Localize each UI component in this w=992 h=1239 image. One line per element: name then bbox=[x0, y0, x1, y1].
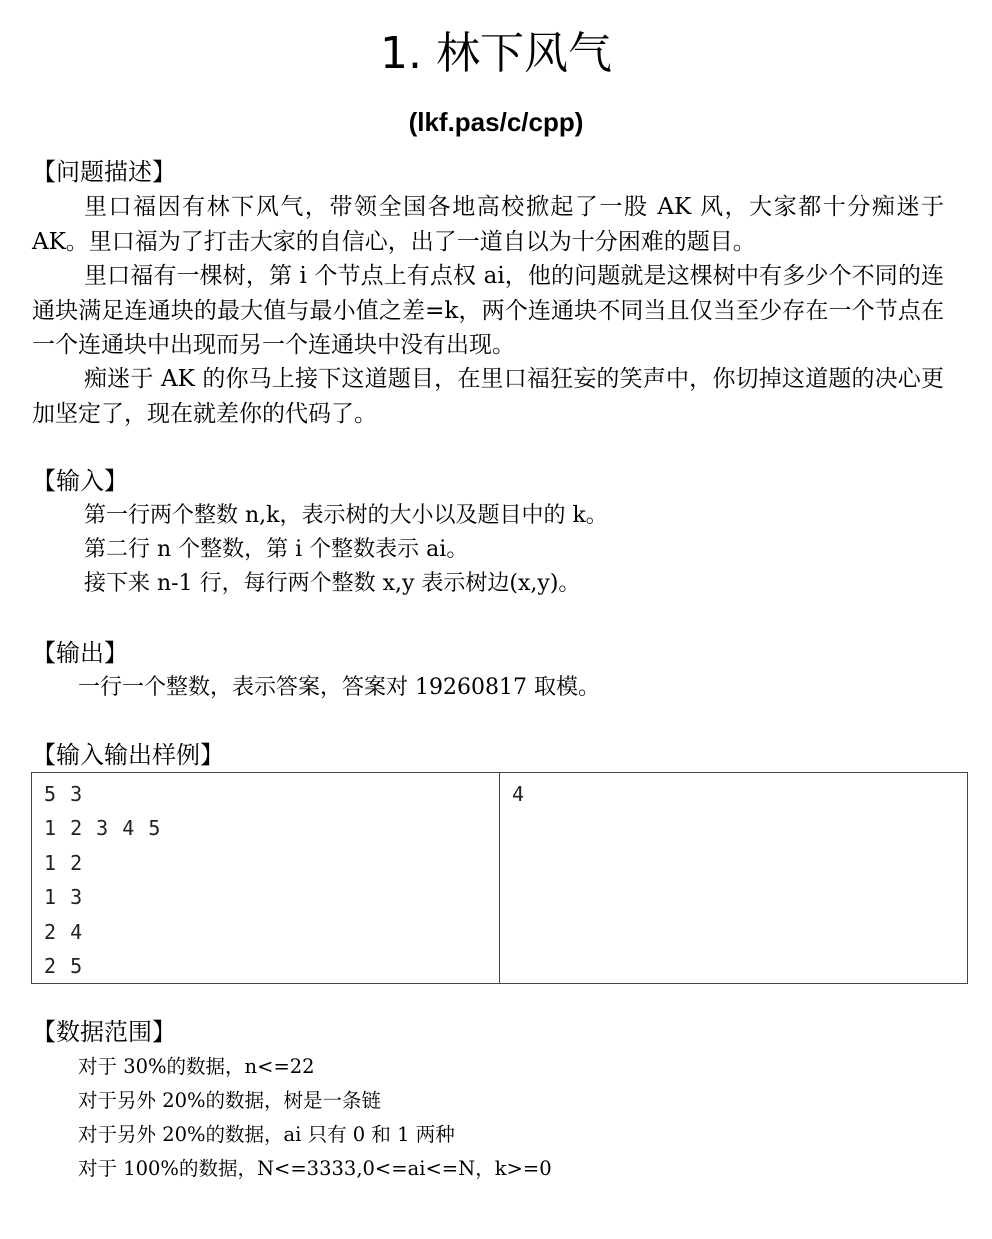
sample-io-table bbox=[31, 772, 968, 984]
constraint-line-4: 对于 100%的数据，N<=3333,0<=ai<=N，k>=0 bbox=[78, 1157, 552, 1180]
sample-output-cell bbox=[500, 773, 968, 984]
problem-title: 1. 林下风气 bbox=[380, 28, 612, 79]
input-line-3: 接下来 n-1 行，每行两个整数 x,y 表示树边(x,y)。 bbox=[84, 571, 581, 596]
sample-input-line: 1 2 bbox=[44, 850, 84, 875]
description-paragraph-2: 里口福有一棵树，第 i 个节点上有点权 ai，他的问题就是这棵树中有多少个不同的连通块满足连通块的最大值与最小值之差=k，两个连通块不同当且仅当至少存在一个节点在一个连通块中出现而另一个连通块中没有出现。 bbox=[32, 263, 944, 358]
section-heading-input: 【输入】 bbox=[32, 467, 128, 495]
input-line-1: 第一行两个整数 n,k，表示树的大小以及题目中的 k。 bbox=[84, 503, 608, 528]
section-heading-output: 【输出】 bbox=[32, 639, 128, 667]
constraint-line-1: 对于 30%的数据，n<=22 bbox=[78, 1055, 315, 1078]
description-paragraph-3: 痴迷于 AK 的你马上接下这道题目，在里口福狂妄的笑声中，你切掉这道题的决心更加坚定了，现在就差你的代码了。 bbox=[32, 366, 944, 427]
section-heading-description: 【问题描述】 bbox=[32, 158, 176, 186]
section-heading-sample: 【输入输出样例】 bbox=[32, 741, 224, 769]
file-name-subtitle: (lkf.pas/c/cpp) bbox=[408, 107, 584, 137]
constraint-line-3: 对于另外 20%的数据，ai 只有 0 和 1 两种 bbox=[78, 1123, 455, 1146]
constraint-line-2: 对于另外 20%的数据，树是一条链 bbox=[78, 1089, 382, 1112]
input-line-2: 第二行 n 个整数，第 i 个整数表示 ai。 bbox=[84, 537, 469, 562]
sample-input-line: 2 4 bbox=[44, 919, 84, 944]
sample-input-cell bbox=[32, 773, 500, 984]
sample-input-line: 5 3 bbox=[44, 782, 84, 806]
section-heading-constraints: 【数据范围】 bbox=[32, 1018, 176, 1046]
output-line-1: 一行一个整数，表示答案，答案对 19260817 取模。 bbox=[78, 675, 600, 700]
sample-output-line: 4 bbox=[512, 782, 526, 806]
description-paragraph-1: 里口福因有林下风气，带领全国各地高校掀起了一股 AK 风，大家都十分痴迷于 AK。里口福为了打击大家的自信心，出了一道自以为十分困难的题目。 bbox=[32, 194, 944, 255]
sample-input-line: 1 2 3 4 5 bbox=[44, 816, 162, 841]
sample-input-line: 2 5 bbox=[44, 954, 84, 979]
sample-input-line: 1 3 bbox=[44, 885, 84, 910]
